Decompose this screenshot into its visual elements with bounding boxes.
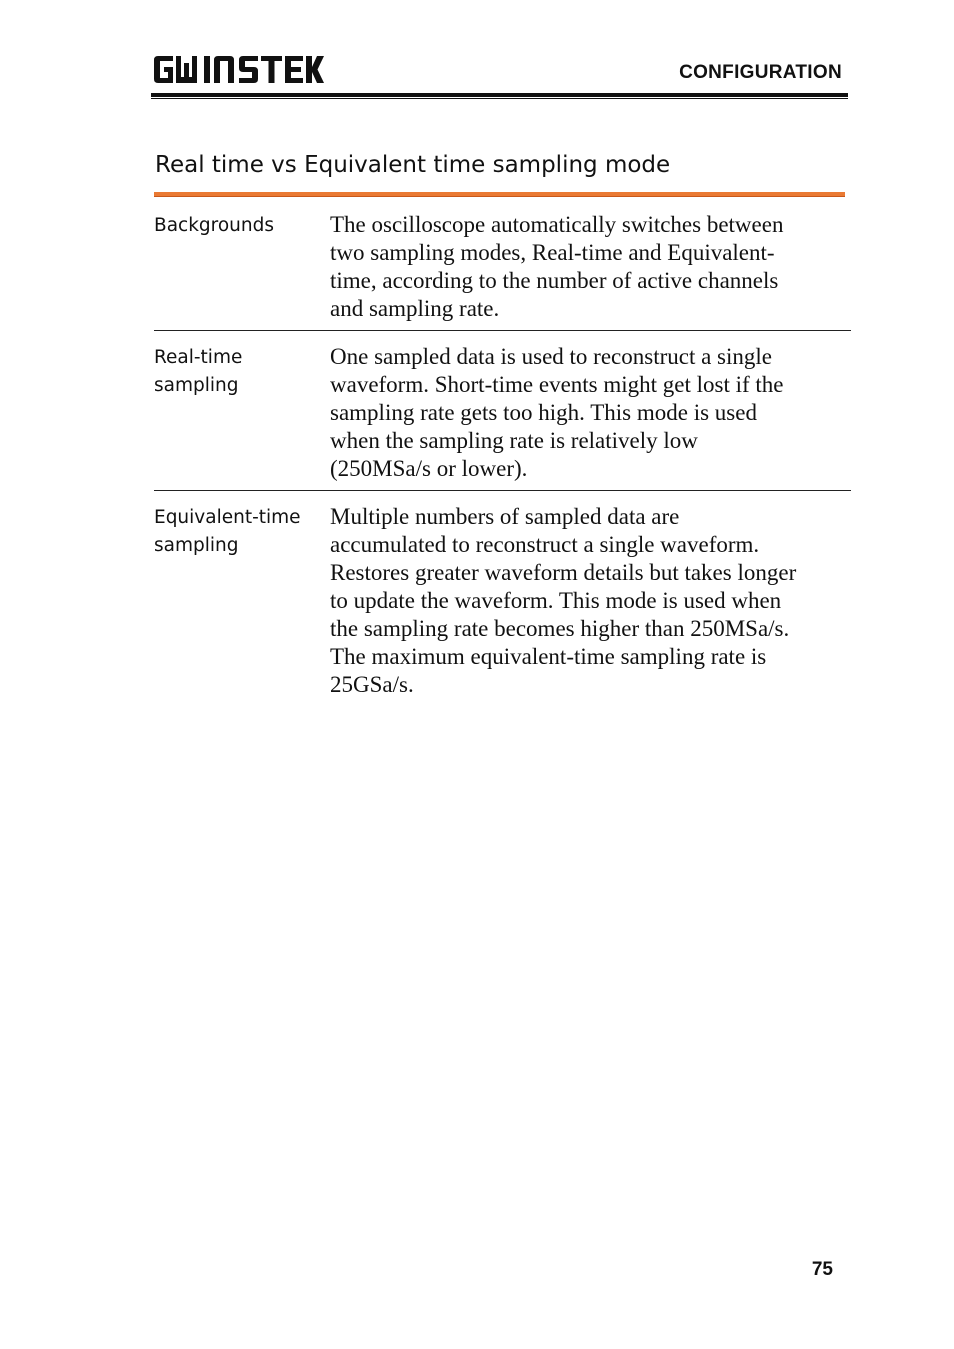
table-row-equivalent-time: [154, 503, 851, 706]
desc-line: accumulated to reconstruct a single waveform.: [330, 532, 760, 557]
desc-line: Restores greater waveform details but takes longer: [330, 560, 797, 585]
page-title: Real time vs Equivalent time sampling mode: [155, 152, 671, 178]
row-label: [154, 343, 330, 486]
desc-line: waveform. Short-time events might get lost if the: [330, 372, 784, 397]
row-description: [330, 211, 851, 323]
row-label-line: Real-time: [154, 347, 243, 368]
desc-line: time, according to the number of active channels: [330, 268, 779, 293]
row-label-line: Backgrounds: [154, 215, 275, 236]
desc-line: One sampled data is used to reconstruct a single: [330, 344, 772, 369]
row-label: [154, 211, 330, 326]
row-description: [330, 503, 851, 699]
desc-line: Multiple numbers of sampled data are: [330, 504, 680, 529]
gw-instek-logo: [154, 56, 324, 84]
header-rule: [151, 93, 848, 97]
desc-line: to update the waveform. This mode is used when: [330, 588, 782, 613]
row-description: [330, 343, 851, 483]
desc-line: 25GSa/s.: [330, 672, 414, 697]
section-header: CONFIGURATION: [679, 62, 842, 83]
table-row-backgrounds: [154, 211, 851, 331]
desc-line: and sampling rate.: [330, 296, 500, 321]
table-row-real-time: [154, 343, 851, 491]
desc-line: The oscilloscope automatically switches between: [330, 212, 784, 237]
desc-line: when the sampling rate is relatively low: [330, 428, 698, 453]
row-label-line: Equivalent-time: [154, 507, 301, 528]
row-label-line: sampling: [154, 375, 239, 396]
desc-line: sampling rate gets too high. This mode is used: [330, 400, 757, 425]
row-label-line: sampling: [154, 535, 239, 556]
desc-line: two sampling modes, Real-time and Equivalent-: [330, 240, 775, 265]
title-underline: [154, 192, 845, 197]
desc-line: the sampling rate becomes higher than 250MSa/s.: [330, 616, 790, 641]
row-label: [154, 503, 330, 702]
desc-line: The maximum equivalent-time sampling rate is: [330, 644, 767, 669]
page-number: 75: [811, 1259, 833, 1280]
header-rule-thin: [151, 98, 848, 99]
definition-table: [154, 211, 851, 706]
desc-line: (250MSa/s or lower).: [330, 456, 528, 481]
